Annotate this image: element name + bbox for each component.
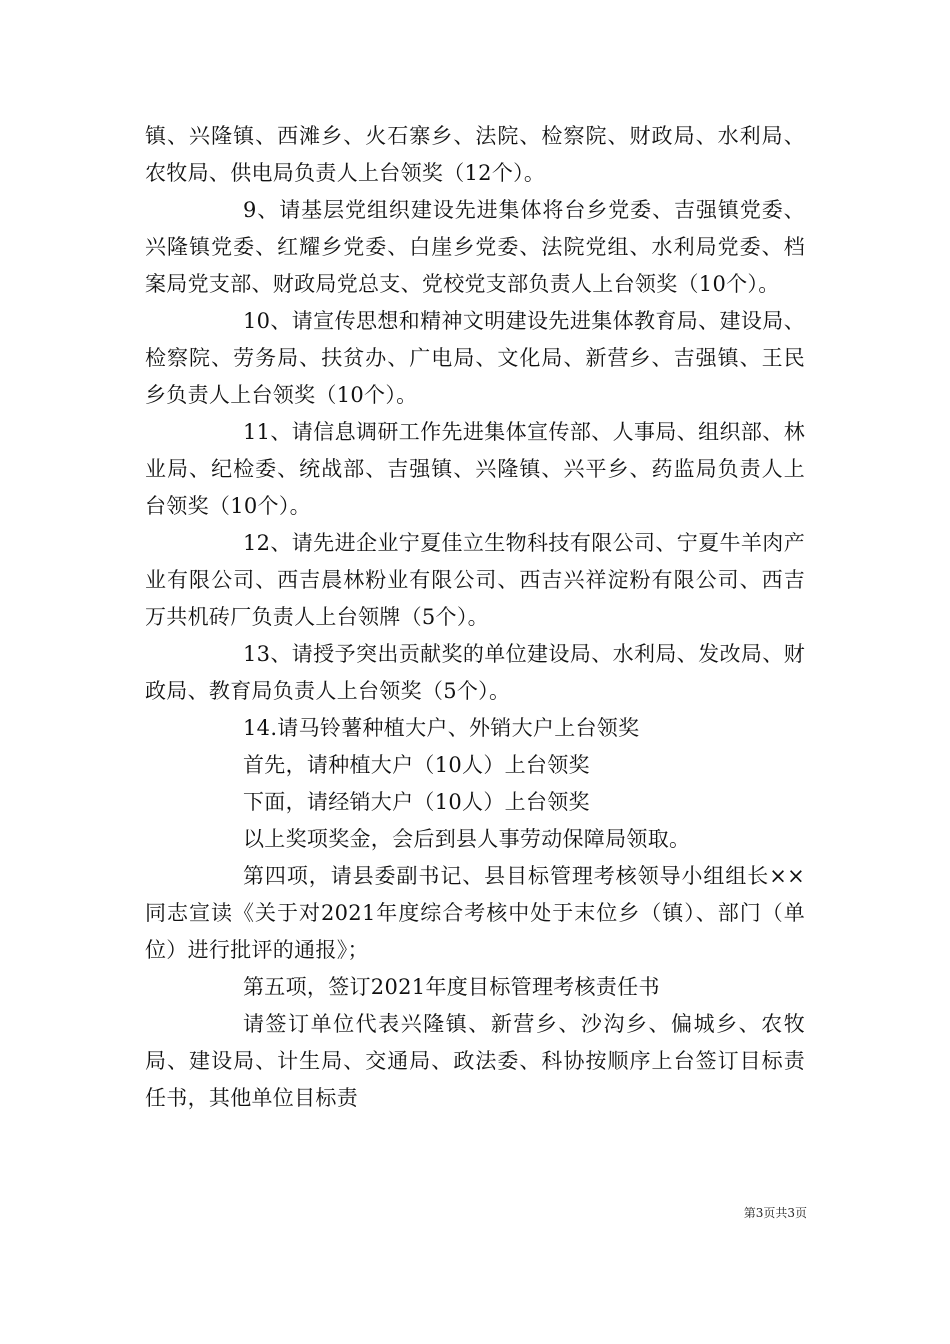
paragraph-item-9: 9、请基层党组织建设先进集体将台乡党委、吉强镇党委、兴隆镇党委、红耀乡党委、白崖乡党委、法院党组、水利局党委、档案局党支部、财政局党总支、党校党支部负责人上台领奖（10个）。 (145, 198, 805, 296)
paragraph-signing: 请签订单位代表兴隆镇、新营乡、沙沟乡、偏城乡、农牧局、建设局、计生局、交通局、政法委、科协按顺序上台签订目标责任书，其他单位目标责 (145, 1012, 805, 1110)
paragraph-item-fifth: 第五项，签订2021年度目标管理考核责任书 (243, 975, 660, 999)
paragraph-item-13: 13、请授予突出贡献奖的单位建设局、水利局、发改局、财政局、教育局负责人上台领奖（5个）。 (145, 642, 805, 703)
paragraph-planters: 首先，请种植大户（10人）上台领奖 (243, 753, 590, 777)
paragraph-sellers: 下面，请经销大户（10人）上台领奖 (243, 790, 590, 814)
paragraph-continuation: 镇、兴隆镇、西滩乡、火石寨乡、法院、检察院、财政局、水利局、农牧局、供电局负责人上台领奖（12个）。 (145, 124, 805, 185)
paragraph-item-10: 10、请宣传思想和精神文明建设先进集体教育局、建设局、检察院、劳务局、扶贫办、广电局、文化局、新营乡、吉强镇、王民乡负责人上台领奖（10个）。 (145, 309, 805, 407)
paragraph-item-14: 14.请马铃薯种植大户、外销大户上台领奖 (243, 716, 640, 740)
document-body (145, 118, 805, 1117)
paragraph-bonus-note: 以上奖项奖金，会后到县人事劳动保障局领取。 (243, 827, 691, 851)
paragraph-item-11: 11、请信息调研工作先进集体宣传部、人事局、组织部、林业局、纪检委、统战部、吉强镇、兴隆镇、兴平乡、药监局负责人上台领奖（10个）。 (145, 420, 805, 518)
paragraph-item-fourth: 第四项，请县委副书记、县目标管理考核领导小组组长××同志宣读《关于对2021年度综合考核中处于末位乡（镇）、部门（单位）进行批评的通报》； (145, 864, 805, 962)
paragraph-item-12: 12、请先进企业宁夏佳立生物科技有限公司、宁夏牛羊肉产业有限公司、西吉晨林粉业有限公司、西吉兴祥淀粉有限公司、西吉万共机砖厂负责人上台领牌（5个）。 (145, 531, 805, 629)
page-number: 第3页共3页 (743, 1206, 807, 1220)
